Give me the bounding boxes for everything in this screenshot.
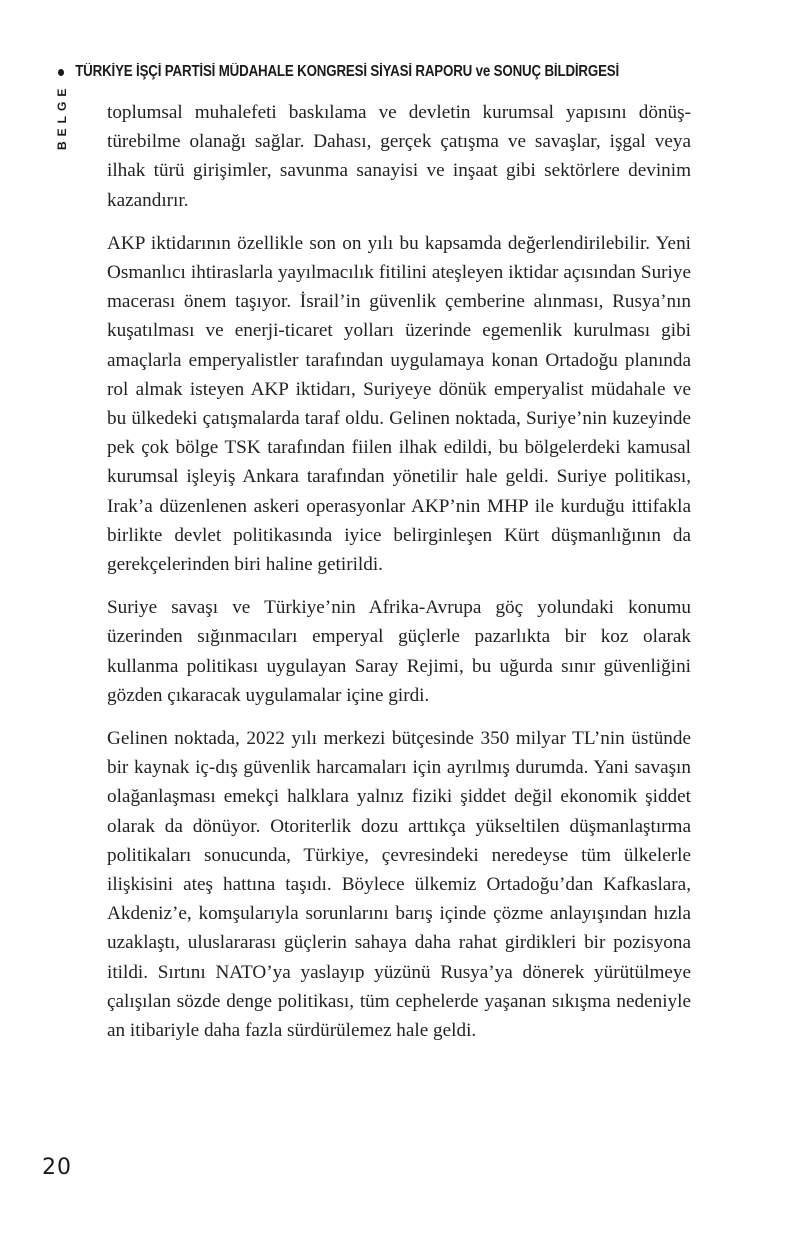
- paragraph: toplumsal muhalefeti baskılama ve devletin kurumsal yapısını dönüştürebilme olanağı sağlar. Dahası, gerçek çatışma ve savaşlar, işgal veya ilhak türü girişimler, savunma sanayisi ve inşaat gibi sektörlere devinim kazandırır.: [107, 102, 691, 211]
- paragraph: Gelinen noktada, 2022 yılı merkezi bütçesinde 350 milyar TL’nin üstünde bir kaynak iç-dış güvenlik harcamaları için ayrılmış durumda. Yani savaşın olağanlaşması emekçi halklara yalnız fiziki şiddet değil ekonomik şiddet olarak da dönüyor. Otoriterlik dozu arttıkça yükseltilen düşmanlaştırma politikaları sonucunda, Türkiye, çevresindeki neredeyse tüm ülkelerle ilişkisini ateş hattına taşıdı. Böylece ülkemiz Ortadoğu’dan Kafkaslara, Akdeniz’e, komşularıyla sorunlarını barış içinde çözme anlayışından hızla uzaklaştı, uluslararası güçlerin sahaya daha rahat girdikleri bir pozisyona itildi. Sırtını NATO’ya yaslayıp yüzünü Rusya’ya dönerek yürütülmeye çalışılan sözde denge politikası, tüm cephelerde yaşanan sıkışma nedeniyle an itibariyle daha fazla sürdürülemez hale geldi.: [107, 728, 691, 1042]
- body-text: [107, 98, 691, 1059]
- paragraph: AKP iktidarının özellikle son on yılı bu kapsamda değerlendirilebilir. Yeni Osmanlıcı ihtiraslarla yayılmacılık fitilini ateşleyen iktidar açısından Suriye macerası önem taşıyor. İsrail’in güvenlik çemberine alınması, Rusya’nın kuşatılması ve enerji-ticaret yolları üzerinde egemenlik kurulması gibi amaçlarla emperyalistler tarafından uygulamaya konan Ortadoğu planında rol almak isteyen AKP iktidarı, Suriyeye dönük emperyalist müdahale ve bu ülkedeki çatışmalarda taraf oldu. Gelinen noktada, Suriye’nin kuzeyinde pek çok bölge TSK tarafından fiilen ilhak edildi, bu bölgelerdeki kamusal kurumsal işleyiş Ankara tarafından yönetilir hale geldi. Suriye politikası, Irak’a düzenlenen askeri operasyonlar AKP’nin MHP ile kurduğu ittifakla birlikte devlet politikasında iyice belirginleşen Kürt düşmanlığının da gerekçelerinden biri haline getirildi.: [107, 232, 691, 576]
- bullet-icon: [58, 69, 64, 76]
- page-number: 20: [42, 1155, 72, 1180]
- section-side-label: BELGE: [55, 83, 69, 150]
- running-header-title: TÜRKİYE İŞÇİ PARTİSİ MÜDAHALE KONGRESİ SİYASİ RAPORU ve SONUÇ BİLDİRGESİ: [75, 63, 620, 80]
- running-header: [58, 63, 619, 81]
- paragraph: Suriye savaşı ve Türkiye’nin Afrika-Avrupa göç yolundaki konumu üzerinden sığınmacıları emperyal güçlerle pazarlıkta bir koz olarak kullanma politikası uygulayan Saray Rejimi, bu uğurda sınır güvenliğini gözden çıkaracak uygulamalar içine girdi.: [107, 597, 691, 706]
